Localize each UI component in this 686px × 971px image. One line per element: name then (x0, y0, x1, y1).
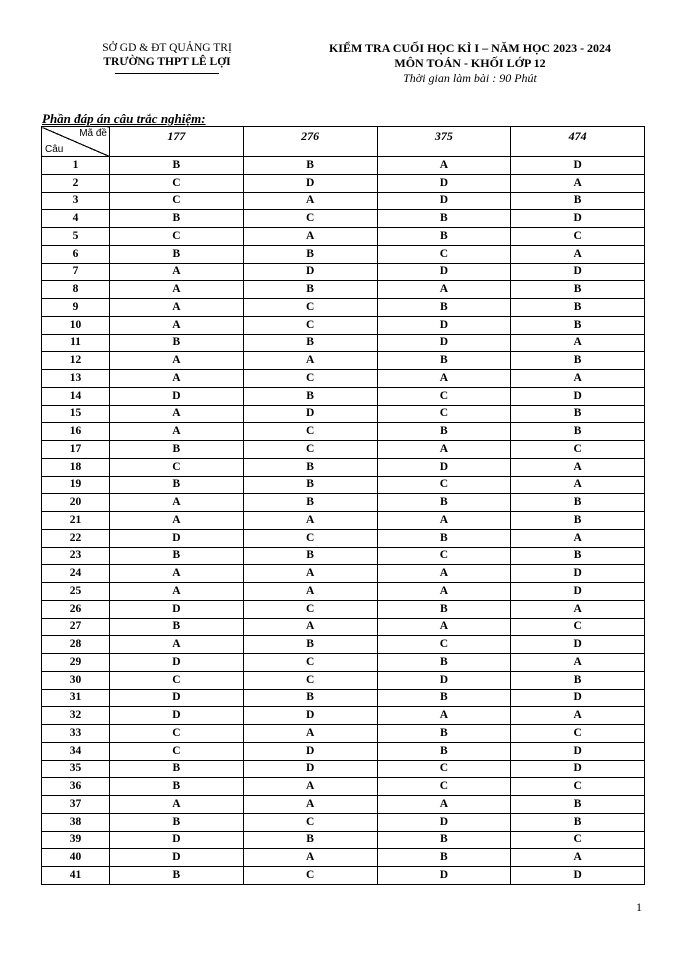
answer-cell: B (511, 299, 645, 317)
answer-cell: D (511, 760, 645, 778)
answer-cell: A (511, 529, 645, 547)
answer-cell: A (377, 512, 511, 530)
table-row (42, 352, 645, 370)
answer-cell: D (511, 263, 645, 281)
answer-cell: B (377, 654, 511, 672)
table-row (42, 387, 645, 405)
question-number-cell: 21 (42, 512, 110, 530)
question-number-cell: 23 (42, 547, 110, 565)
answer-cell: B (243, 689, 377, 707)
question-number-cell: 40 (42, 849, 110, 867)
answer-cell: B (511, 512, 645, 530)
answer-cell: B (110, 778, 244, 796)
question-number-cell: 26 (42, 600, 110, 618)
answer-cell: B (110, 334, 244, 352)
answer-cell: C (377, 387, 511, 405)
question-number-cell: 27 (42, 618, 110, 636)
exam-title: KIỂM TRA CUỐI HỌC KÌ I – NĂM HỌC 2023 - 2024 (328, 41, 612, 55)
question-number-cell: 6 (42, 245, 110, 263)
question-number-cell: 5 (42, 228, 110, 246)
question-number-cell: 12 (42, 352, 110, 370)
answer-cell: C (243, 654, 377, 672)
answer-cell: B (243, 334, 377, 352)
answer-cell: A (243, 725, 377, 743)
answer-cell: C (511, 778, 645, 796)
page-number: 1 (636, 900, 642, 914)
answer-cell: A (511, 849, 645, 867)
table-row (42, 405, 645, 423)
answer-cell: C (243, 210, 377, 228)
table-row (42, 813, 645, 831)
question-number-cell: 7 (42, 263, 110, 281)
answer-cell: B (110, 157, 244, 175)
answer-cell: B (377, 299, 511, 317)
answer-cell: B (377, 600, 511, 618)
table-row (42, 529, 645, 547)
question-number-cell: 4 (42, 210, 110, 228)
answer-cell: B (110, 245, 244, 263)
table-row (42, 192, 645, 210)
answer-cell: B (377, 423, 511, 441)
answer-cell: A (377, 565, 511, 583)
answer-cell: B (110, 441, 244, 459)
table-row (42, 441, 645, 459)
question-number-cell: 15 (42, 405, 110, 423)
answer-cell: B (377, 494, 511, 512)
answer-cell: B (110, 760, 244, 778)
question-number-cell: 19 (42, 476, 110, 494)
exam-code-label: Mã đề (79, 128, 107, 139)
answer-cell: C (110, 742, 244, 760)
question-number-cell: 35 (42, 760, 110, 778)
answer-cell: D (377, 334, 511, 352)
answer-cell: C (110, 192, 244, 210)
answer-cell: A (511, 458, 645, 476)
answer-cell: C (377, 245, 511, 263)
question-number-cell: 41 (42, 867, 110, 885)
answer-cell: B (511, 281, 645, 299)
answer-cell: A (511, 334, 645, 352)
answer-cell: D (243, 405, 377, 423)
question-number-cell: 9 (42, 299, 110, 317)
answer-cell: D (110, 707, 244, 725)
answer-cell: A (110, 405, 244, 423)
answer-cell: A (377, 370, 511, 388)
answer-cell: A (377, 157, 511, 175)
question-number-cell: 30 (42, 671, 110, 689)
answer-cell: D (511, 689, 645, 707)
answer-cell: D (110, 654, 244, 672)
answer-cell: A (243, 512, 377, 530)
answer-cell: A (243, 778, 377, 796)
answer-cell: C (110, 174, 244, 192)
exam-code-header: 474 (511, 127, 645, 157)
answer-cell: B (243, 494, 377, 512)
answer-cell: D (511, 565, 645, 583)
answer-cell: D (110, 849, 244, 867)
section-title: Phần đáp án câu trắc nghiệm: (42, 111, 206, 126)
answer-cell: D (243, 707, 377, 725)
exam-duration: Thời gian làm bài : 90 Phút (403, 71, 537, 85)
table-row (42, 263, 645, 281)
question-number-cell: 10 (42, 316, 110, 334)
question-number-cell: 14 (42, 387, 110, 405)
question-number-cell: 37 (42, 796, 110, 814)
table-row (42, 583, 645, 601)
answer-cell: A (511, 370, 645, 388)
answer-cell: B (377, 228, 511, 246)
answer-cell: B (110, 618, 244, 636)
table-row (42, 316, 645, 334)
answer-cell: C (377, 636, 511, 654)
answer-cell: C (110, 725, 244, 743)
table-row (42, 245, 645, 263)
table-header-row (42, 127, 645, 157)
table-row (42, 299, 645, 317)
answer-cell: B (377, 529, 511, 547)
question-number-cell: 29 (42, 654, 110, 672)
answer-cell: D (110, 831, 244, 849)
table-row (42, 370, 645, 388)
table-row (42, 654, 645, 672)
table-row (42, 423, 645, 441)
answer-cell: D (511, 742, 645, 760)
question-number-cell: 18 (42, 458, 110, 476)
question-number-cell: 39 (42, 831, 110, 849)
answer-cell: B (377, 352, 511, 370)
department-name: SỞ GD & ĐT QUẢNG TRỊ (102, 42, 232, 54)
question-label: Câu (45, 144, 64, 155)
answer-cell: B (511, 423, 645, 441)
answer-cell: B (243, 245, 377, 263)
answer-cell: C (377, 760, 511, 778)
answer-cell: D (377, 813, 511, 831)
answer-key-table (41, 126, 645, 885)
answer-cell: D (511, 583, 645, 601)
answer-cell: B (377, 849, 511, 867)
school-name: TRƯỜNG THPT LÊ LỢI (103, 56, 231, 68)
answer-cell: B (243, 281, 377, 299)
table-row (42, 600, 645, 618)
answer-cell: A (377, 618, 511, 636)
answer-cell: C (377, 547, 511, 565)
question-number-cell: 31 (42, 689, 110, 707)
answer-cell: D (511, 157, 645, 175)
answer-cell: B (511, 405, 645, 423)
table-row (42, 867, 645, 885)
question-number-cell: 20 (42, 494, 110, 512)
table-row (42, 831, 645, 849)
answer-cell: C (511, 618, 645, 636)
answer-cell: A (110, 423, 244, 441)
answer-cell: D (377, 192, 511, 210)
header-underline (115, 73, 219, 74)
answer-cell: C (511, 228, 645, 246)
question-number-cell: 28 (42, 636, 110, 654)
answer-cell: A (511, 476, 645, 494)
answer-cell: D (511, 210, 645, 228)
answer-cell: A (110, 636, 244, 654)
answer-cell: D (110, 689, 244, 707)
answer-cell: A (243, 618, 377, 636)
table-row (42, 618, 645, 636)
answer-cell: D (110, 529, 244, 547)
table-row (42, 547, 645, 565)
answer-cell: B (511, 671, 645, 689)
answer-cell: B (377, 831, 511, 849)
answer-cell: A (110, 299, 244, 317)
answer-cell: B (110, 867, 244, 885)
answer-cell: C (377, 778, 511, 796)
table-row (42, 458, 645, 476)
answer-cell: C (511, 441, 645, 459)
answer-cell: D (511, 867, 645, 885)
answer-cell: B (110, 547, 244, 565)
table-row (42, 778, 645, 796)
answer-cell: D (243, 174, 377, 192)
answer-cell: B (243, 476, 377, 494)
answer-cell: A (243, 583, 377, 601)
answer-cell: B (511, 547, 645, 565)
answer-cell: B (243, 458, 377, 476)
answer-cell: C (511, 725, 645, 743)
question-number-cell: 11 (42, 334, 110, 352)
answer-cell: B (110, 813, 244, 831)
table-row (42, 760, 645, 778)
corner-header-cell (42, 127, 110, 157)
answer-cell: C (243, 316, 377, 334)
answer-cell: C (243, 299, 377, 317)
answer-cell: C (110, 458, 244, 476)
answer-cell: B (110, 210, 244, 228)
answer-cell: C (243, 867, 377, 885)
answer-cell: A (110, 512, 244, 530)
table-row (42, 210, 645, 228)
question-number-cell: 22 (42, 529, 110, 547)
question-number-cell: 2 (42, 174, 110, 192)
answer-cell: A (110, 583, 244, 601)
answer-cell: C (377, 405, 511, 423)
answer-cell: A (377, 281, 511, 299)
answer-cell: A (110, 352, 244, 370)
question-number-cell: 32 (42, 707, 110, 725)
question-number-cell: 25 (42, 583, 110, 601)
exam-code-header: 276 (243, 127, 377, 157)
table-row (42, 849, 645, 867)
answer-cell: C (243, 441, 377, 459)
answer-cell: B (243, 547, 377, 565)
answer-cell: B (511, 796, 645, 814)
answer-cell: A (511, 600, 645, 618)
table-row (42, 494, 645, 512)
question-number-cell: 1 (42, 157, 110, 175)
answer-cell: A (243, 796, 377, 814)
answer-cell: B (110, 476, 244, 494)
question-number-cell: 36 (42, 778, 110, 796)
answer-cell: A (110, 370, 244, 388)
answer-cell: B (243, 387, 377, 405)
answer-cell: D (243, 760, 377, 778)
answer-cell: A (377, 707, 511, 725)
answer-cell: C (243, 671, 377, 689)
answer-cell: C (377, 476, 511, 494)
answer-cell: C (511, 831, 645, 849)
question-number-cell: 34 (42, 742, 110, 760)
answer-cell: A (377, 441, 511, 459)
table-row (42, 334, 645, 352)
question-number-cell: 13 (42, 370, 110, 388)
answer-cell: D (110, 387, 244, 405)
table-row (42, 725, 645, 743)
answer-cell: A (377, 583, 511, 601)
table-row (42, 228, 645, 246)
table-row (42, 707, 645, 725)
school-header (62, 41, 272, 74)
answer-cell: D (377, 263, 511, 281)
question-number-cell: 38 (42, 813, 110, 831)
table-row (42, 281, 645, 299)
answer-cell: B (511, 352, 645, 370)
answer-cell: A (243, 192, 377, 210)
answer-cell: B (511, 813, 645, 831)
answer-cell: C (110, 671, 244, 689)
question-number-cell: 33 (42, 725, 110, 743)
answer-cell: A (243, 228, 377, 246)
answer-cell: A (110, 494, 244, 512)
answer-cell: D (377, 316, 511, 334)
answer-cell: B (511, 316, 645, 334)
answer-cell: C (243, 600, 377, 618)
answer-cell: B (511, 494, 645, 512)
table-row (42, 636, 645, 654)
answer-cell: C (110, 228, 244, 246)
table-row (42, 174, 645, 192)
table-row (42, 796, 645, 814)
exam-code-header: 177 (110, 127, 244, 157)
answer-cell: B (377, 725, 511, 743)
question-number-cell: 3 (42, 192, 110, 210)
table-row (42, 157, 645, 175)
answer-cell: D (243, 742, 377, 760)
exam-header (300, 41, 640, 86)
table-row (42, 476, 645, 494)
answer-cell: B (377, 210, 511, 228)
answer-cell: B (243, 831, 377, 849)
answer-cell: C (243, 370, 377, 388)
table-row (42, 512, 645, 530)
answer-cell: D (377, 458, 511, 476)
answer-cell: A (110, 796, 244, 814)
answer-cell: A (243, 849, 377, 867)
answer-cell: B (377, 742, 511, 760)
answer-cell: D (511, 636, 645, 654)
answer-cell: A (511, 174, 645, 192)
table-row (42, 565, 645, 583)
question-number-cell: 16 (42, 423, 110, 441)
answer-cell: A (110, 316, 244, 334)
answer-cell: A (110, 565, 244, 583)
answer-cell: D (511, 387, 645, 405)
exam-code-header: 375 (377, 127, 511, 157)
answer-cell: B (511, 192, 645, 210)
answer-cell: A (511, 707, 645, 725)
table-row (42, 689, 645, 707)
answer-cell: A (511, 654, 645, 672)
answer-cell: B (377, 689, 511, 707)
answer-cell: D (377, 867, 511, 885)
answer-cell: D (377, 174, 511, 192)
answer-cell: A (377, 796, 511, 814)
answer-cell: C (243, 423, 377, 441)
answer-cell: D (243, 263, 377, 281)
answer-cell: A (511, 245, 645, 263)
answer-cell: D (377, 671, 511, 689)
answer-cell: B (243, 157, 377, 175)
table-row (42, 742, 645, 760)
answer-cell: A (110, 263, 244, 281)
answer-cell: B (243, 636, 377, 654)
question-number-cell: 24 (42, 565, 110, 583)
question-number-cell: 8 (42, 281, 110, 299)
answer-cell: A (110, 281, 244, 299)
answer-cell: C (243, 813, 377, 831)
answer-cell: A (243, 565, 377, 583)
table-row (42, 671, 645, 689)
question-number-cell: 17 (42, 441, 110, 459)
answer-cell: C (243, 529, 377, 547)
subject-title: MÔN TOÁN - KHỐI LỚP 12 (394, 56, 546, 70)
answer-cell: A (243, 352, 377, 370)
answer-cell: D (110, 600, 244, 618)
